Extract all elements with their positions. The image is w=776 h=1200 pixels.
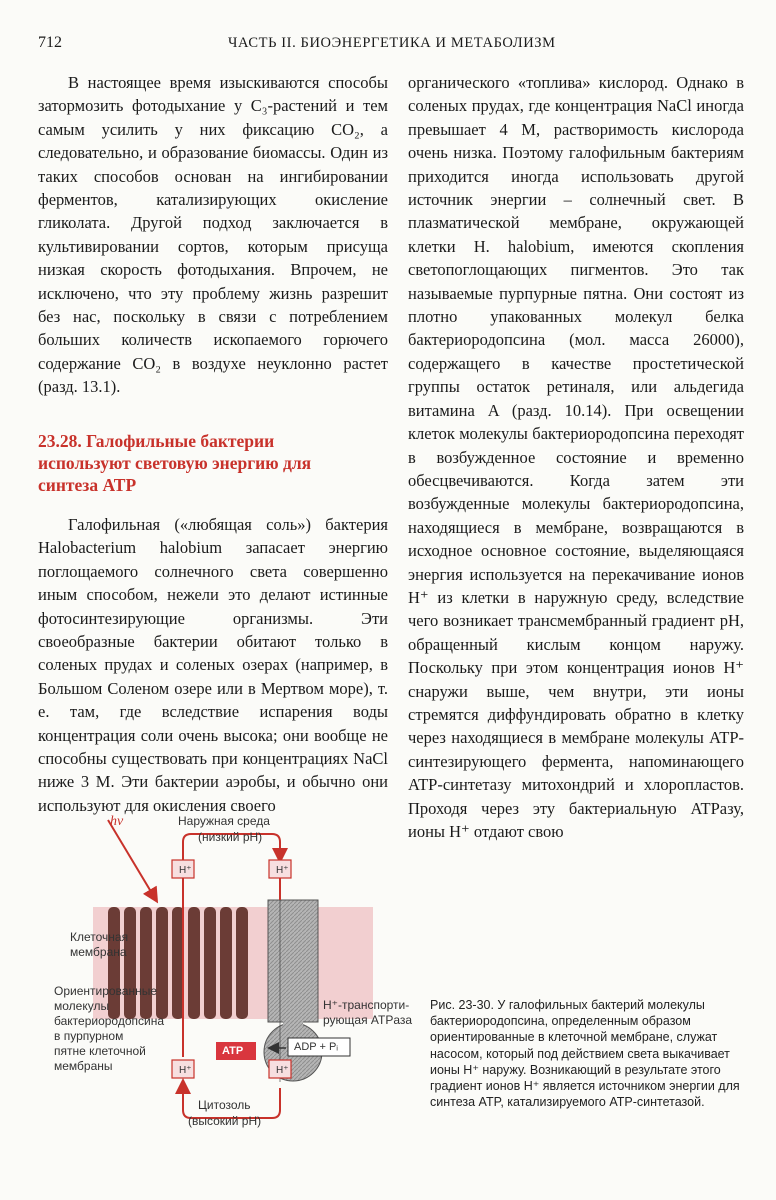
page-header	[38, 34, 748, 58]
atp-label: ATP	[222, 1045, 244, 1057]
running-title: ЧАСТЬ II. БИОЭНЕРГЕТИКА И МЕТАБОЛИЗМ	[228, 35, 556, 51]
light-arrow	[108, 820, 156, 900]
paragraph-continuation: органического «топлива» кислород. Однако в соленых прудах, где концентрация NaCl иногда превышает 4 M, растворимость кислорода очень низка. Поэтому галофильным бактериям приходится иногда использовать другой источник энергии – солнечный свет. В плазматической мембране, окружающей клетки H. halobium, имеются скопления светопоглощающих пигментов. Это так называемые пурпурные пятна. Они состоят из плотно упакованных молекул белка бактериородопсина (мол. масса 26000), содержащего в качестве простетической группы остаток ретиналя, или альдегида витамина A (разд. 10.14). При освещении клеток молекулы бактериородопсина переходят в возбужденное состояние и временно обесцвечиваются. Когда затем эти возбужденные молекулы бактериородопсина, находящиеся в мембране, возвращаются в исходное основное состояние, выделяющаяся энергия используется на перекачивание ионов H⁺ из клетки в наружную среду, вследствие чего возникает трансмембранный градиент pH, обращенный кислым концом наружу. Поскольку при этом концентрация ионов H⁺ снаружи выше, чем внутри, эти ионы стремятся диффундировать обратно в клетку через находящиеся в мембране молекулы ATP-синтезирующего фермента, напоминающего ATP-синтетазу митохондрий и хлоропластов. Проходя через эту бактериальную ATPазу, ионы H⁺ отдают свою	[408, 73, 744, 841]
paragraph-photorespiration: В настоящее время изыскиваются способы затормозить фотодыхание у C₃-растений и тем самым усилить у них фиксацию CO₂, а следовательно, и образование биомассы. Один из таких способов основан на ингибировании ферментов, катализирующих окисление гликолата. Другой подход заключается в культивировании сортов, которым присуща низкая скорость фотодыхания. Впрочем, не исключено, что эту проблему жизнь разрешит без нас, поскольку в связи с потреблением больших количеств ископаемого горючего содержание CO₂ в воздухе неуклонно растет (разд. 13.1).	[38, 73, 388, 397]
oriented-label-1: Ориентированные	[54, 984, 158, 998]
section-heading: 23.28. Галофильные бактерии используют световую энергию для синтеза ATP	[38, 431, 312, 495]
hv-label: hν	[110, 814, 124, 829]
left-column-top	[38, 71, 388, 399]
h-plus-out-right: H⁺	[276, 865, 289, 876]
oriented-label-4: в пурпурном	[54, 1029, 124, 1043]
bacteriorhodopsin-patch	[108, 907, 248, 1019]
page-number: 712	[38, 34, 62, 51]
outer-ph-label: (низкий pH)	[198, 830, 263, 844]
figure-23-30	[38, 812, 430, 1132]
membrane-label-2: мембрана	[70, 945, 127, 959]
atpase-label-2: рующая ATPаза	[323, 1013, 413, 1027]
oriented-label-2: молекулы	[54, 999, 110, 1013]
cytosol-label: Цитозоль	[198, 1098, 251, 1112]
oriented-label-6: мембраны	[54, 1059, 113, 1073]
atpase-label-1: H⁺-транспорти-	[323, 998, 410, 1012]
figure-caption: Рис. 23-30. У галофильных бактерий молекулы бактериородопсина, определенным образом ориентированные в клеточной мембране, служат насосом, который под действием света выкачивает ионы H⁺ наружу. Возникающий в результате этого градиент ионов H⁺ является источником энергии для синтеза ATP, катализируемого ATP-синтетазой.	[430, 998, 740, 1110]
oriented-label-3: бактериородопсина	[54, 1014, 165, 1028]
left-column-bottom	[38, 513, 388, 817]
adp-label: ADP + Pᵢ	[294, 1041, 339, 1053]
membrane-diagram	[38, 812, 430, 1132]
h-plus-in-left: H⁺	[179, 1065, 192, 1076]
h-plus-in-right: H⁺	[276, 1065, 289, 1076]
h-plus-out-left: H⁺	[179, 865, 192, 876]
outer-medium-label: Наружная среда	[178, 814, 270, 828]
right-column	[408, 71, 744, 843]
cytosol-ph-label: (высокий pH)	[188, 1114, 262, 1128]
membrane-label-1: Клеточная	[70, 930, 129, 944]
oriented-label-5: пятне клеточной	[54, 1044, 146, 1058]
paragraph-halophilic: Галофильная («любящая соль») бактерия Halobacterium halobium запасает энергию поглощаемого солнечного света совершенно иным способом, нежели это делают истинные фотосинтезирующие организмы. Эти своеобразные бактерии обитают только в соленых прудах и соленых озерах (например, в Большом Соленом озере или в Мертвом море), т. е. там, где вследствие испарения воды концентрация соли очень высока; они вообще не способны существовать при концентрациях NaCl ниже 3 M. Эти бактерии аэробы, и обычно они используют для окисления своего	[38, 515, 388, 815]
